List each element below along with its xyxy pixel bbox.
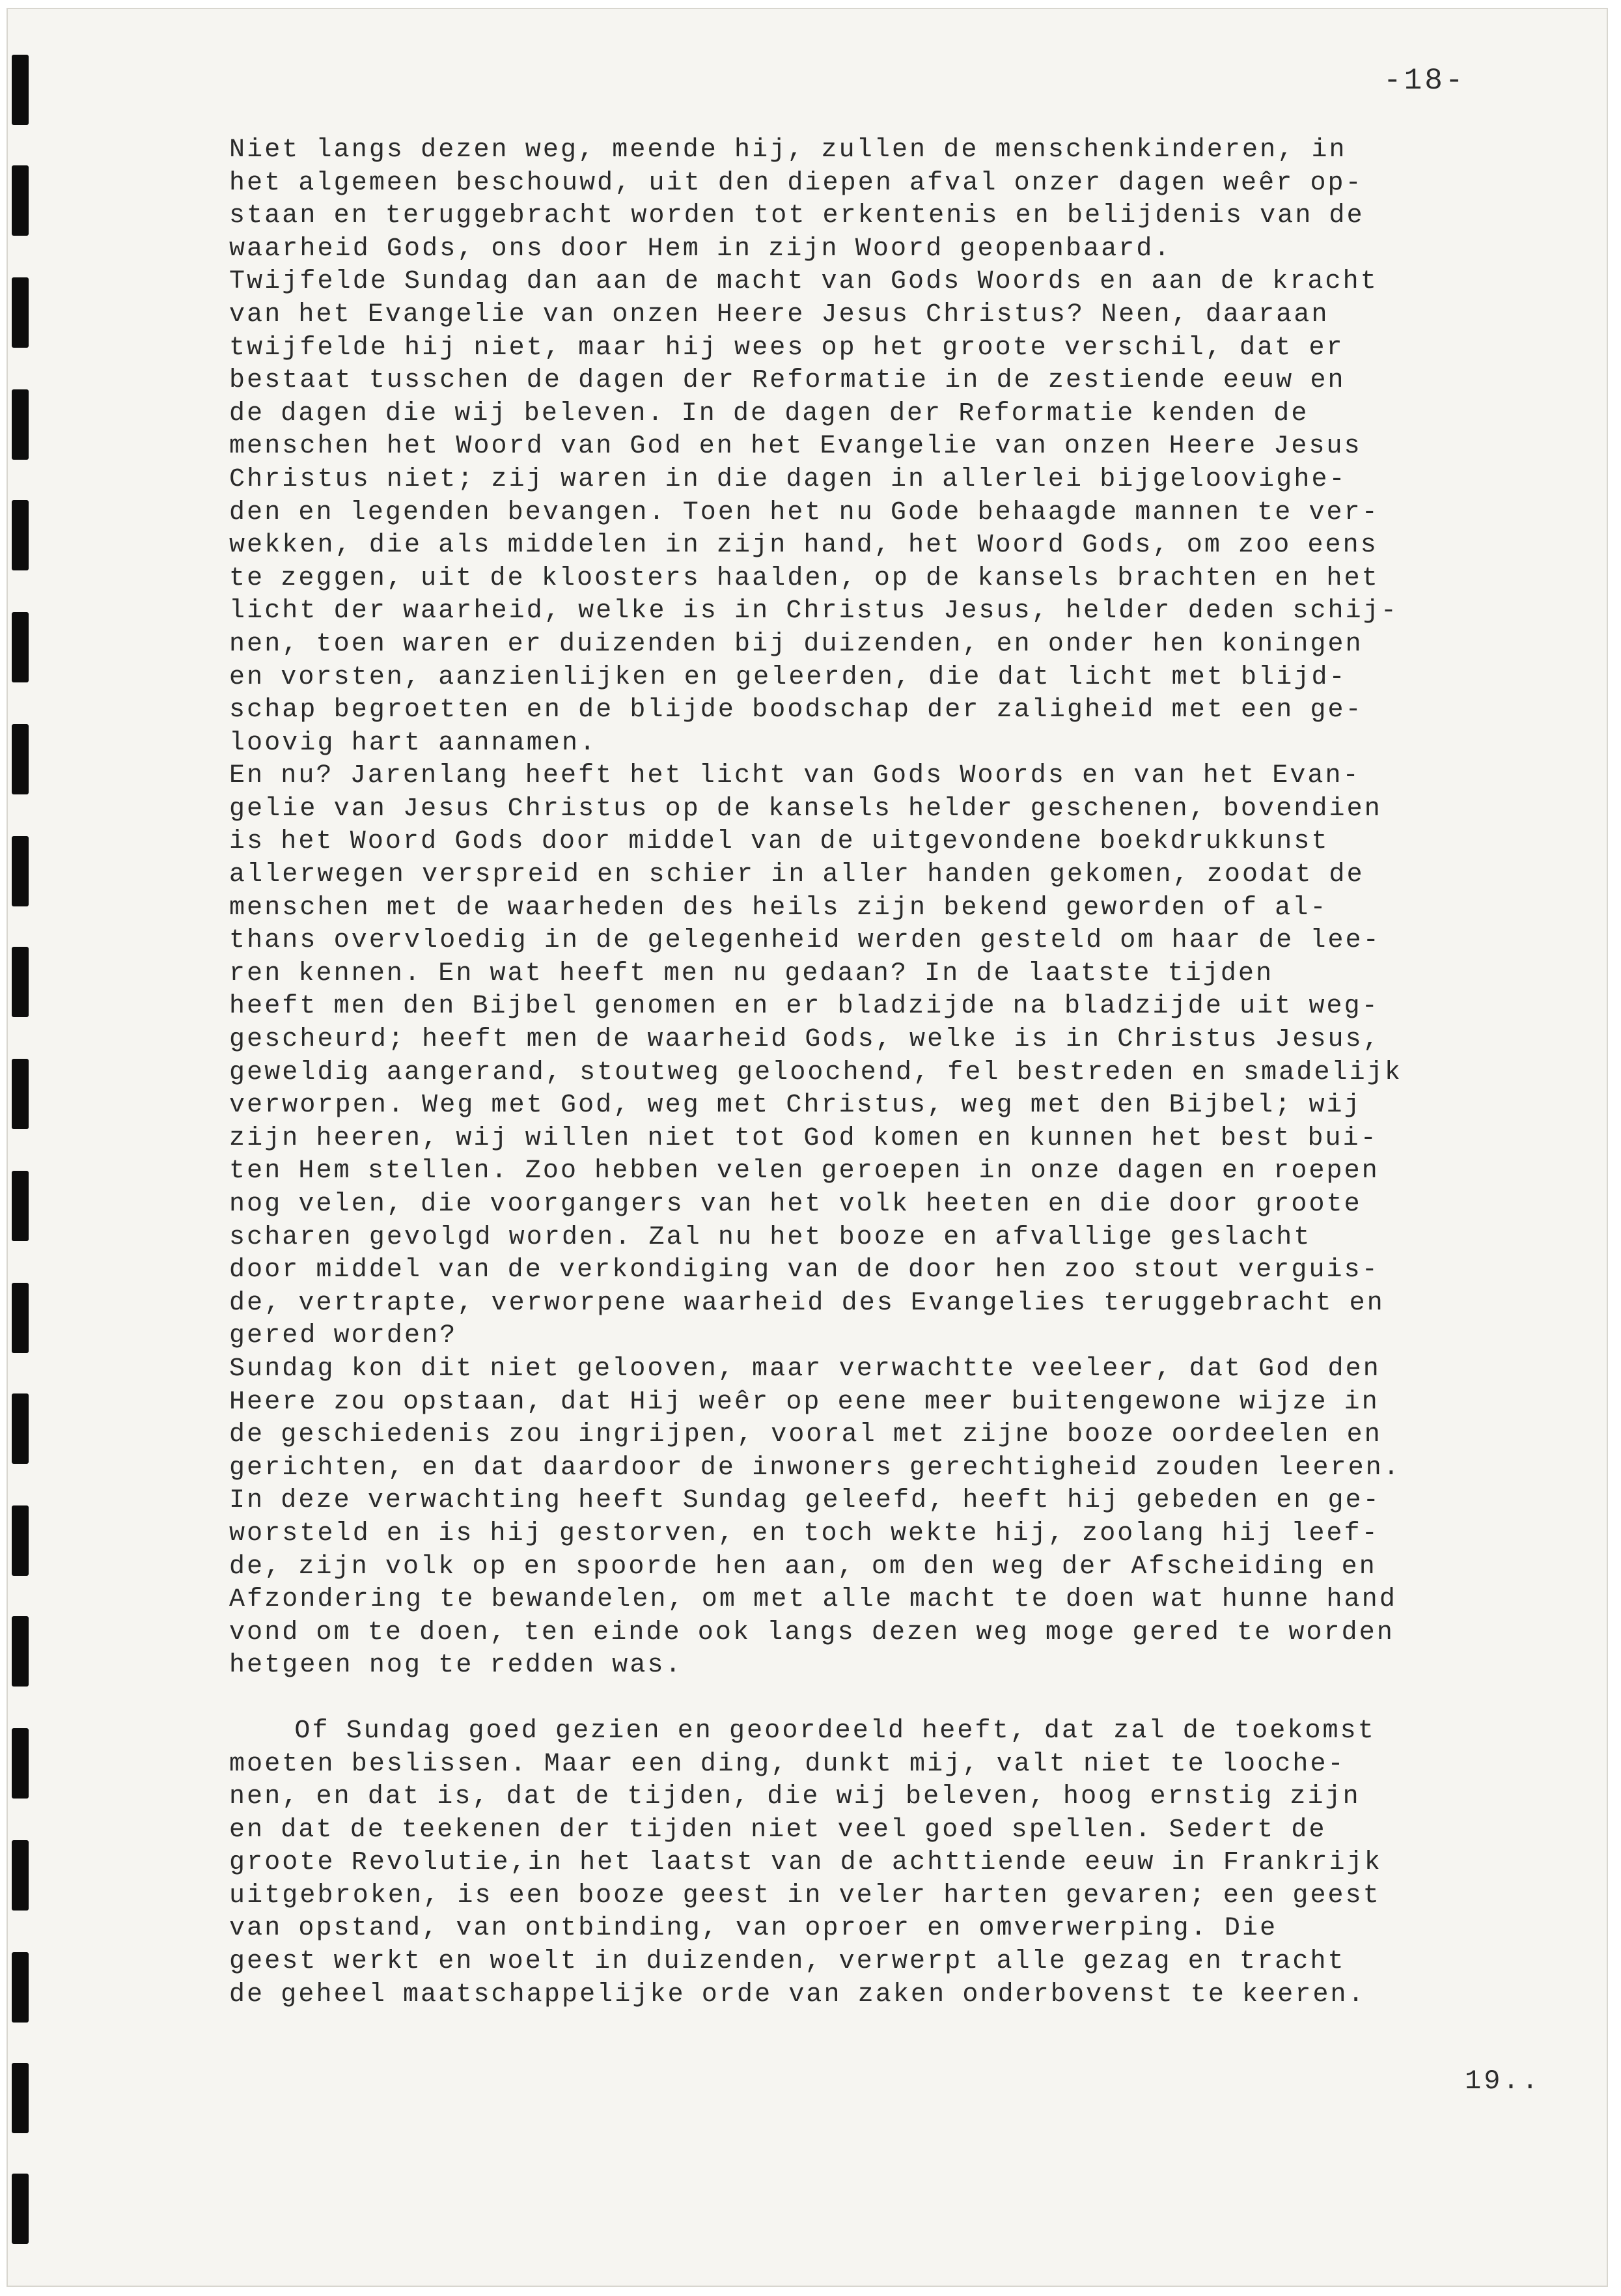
text-line: het algemeen beschouwd, uit den diepen afval onzer dagen weêr op- — [229, 168, 1363, 198]
text-line: gescheurd; heeft men de waarheid Gods, welke is in Christus Jesus, — [229, 1025, 1381, 1055]
binding-hole — [12, 1283, 29, 1353]
paragraph-gap — [229, 1683, 1583, 1715]
paragraph — [229, 134, 1583, 1683]
text-line: nen, toen waren er duizenden bij duizenden, en onder hen koningen — [229, 629, 1363, 659]
text-line: allerwegen verspreid en schier in aller handen gekomen, zoodat de — [229, 860, 1365, 890]
binding-hole — [12, 55, 29, 125]
text-line: zijn heeren, wij willen niet tot God komen en kunnen het best bui- — [229, 1123, 1378, 1153]
text-line: geest werkt en woelt in duizenden, verwerpt alle gezag en tracht — [229, 1947, 1346, 1977]
binding-hole — [12, 1393, 29, 1464]
text-line: gelie van Jesus Christus op de kansels helder geschenen, bovendien — [229, 794, 1382, 824]
text-line: en vorsten, aanzienlijken en geleerden, die dat licht met blijd- — [229, 662, 1347, 692]
text-line: Of Sundag goed gezien en geoordeeld heeft, dat zal de toekomst — [229, 1716, 1376, 1746]
text-line: ten Hem stellen. Zoo hebben velen geroepen in onze dagen en roepen — [229, 1156, 1379, 1186]
page-number: -18- — [1383, 64, 1466, 98]
binding-hole — [12, 724, 29, 794]
binding-hole — [12, 1952, 29, 2023]
binding-hole — [12, 165, 29, 236]
binding-hole — [12, 1616, 29, 1687]
text-line: worsteld en is hij gestorven, en toch wekte hij, zoolang hij leef- — [229, 1519, 1379, 1548]
text-line: Christus niet; zij waren in die dagen in allerlei bijgeloovighe- — [229, 464, 1347, 494]
text-line: licht der waarheid, welke is in Christus Jesus, helder deden schij- — [229, 596, 1398, 626]
text-line: de geheel maatschappelijke orde van zaken onderbovenst te keeren. — [229, 1980, 1366, 2009]
text-line: uitgebroken, is een booze geest in veler harten gevaren; een geest — [229, 1881, 1381, 1911]
text-line: groote Revolutie,in het laatst van de achttiende eeuw in Frankrijk — [229, 1848, 1382, 1878]
text-line: scharen gevolgd worden. Zal nu het booze en afvallige geslacht — [229, 1222, 1312, 1252]
binding-hole — [12, 2063, 29, 2133]
binding-hole — [12, 389, 29, 460]
text-line: door middel van de verkondiging van de door hen zoo stout verguis- — [229, 1255, 1379, 1285]
text-line: nog velen, die voorgangers van het volk heeten en die door groote — [229, 1190, 1362, 1219]
text-line: menschen het Woord van God en het Evangelie van onzen Heere Jesus — [229, 432, 1362, 462]
text-line: wekken, die als middelen in zijn hand, het Woord Gods, om zoo eens — [229, 531, 1378, 561]
text-line: de dagen die wij beleven. In de dagen der Reformatie kenden de — [229, 399, 1309, 428]
text-line: is het Woord Gods door middel van de uitgevondene boekdrukkunst — [229, 827, 1329, 857]
text-line: verworpen. Weg met God, weg met Christus, weg met den Bijbel; wij — [229, 1091, 1362, 1121]
text-line: Afzondering te bewandelen, om met alle macht te doen wat hunne hand — [229, 1585, 1397, 1615]
binding-hole — [12, 1505, 29, 1576]
text-line: de geschiedenis zou ingrijpen, vooral met zijne booze oordeelen en — [229, 1420, 1382, 1450]
text-line: staan en teruggebracht worden tot erkentenis en belijdenis van de — [229, 201, 1365, 231]
text-line: loovig hart aannamen. — [229, 728, 598, 758]
comb-binding — [8, 9, 47, 2286]
text-line: Niet langs dezen weg, meende hij, zullen de menschenkinderen, in — [229, 135, 1347, 165]
binding-hole — [12, 1059, 29, 1129]
text-line: waarheid Gods, ons door Hem in zijn Woord geopenbaard. — [229, 234, 1172, 264]
text-line: Heere zou opstaan, dat Hij weêr op eene meer buitengewone wijze in — [229, 1387, 1379, 1417]
binding-hole — [12, 612, 29, 682]
text-line: den en legenden bevangen. Toen het nu Gode behaagde mannen te ver- — [229, 497, 1379, 527]
text-line: heeft men den Bijbel genomen en er bladzijde na bladzijde uit weg- — [229, 992, 1379, 1022]
text-line: en dat de teekenen der tijden niet veel goed spellen. Sedert de — [229, 1815, 1327, 1845]
text-line: te zeggen, uit de kloosters haalden, op de kansels brachten en het — [229, 563, 1379, 593]
text-line: van opstand, van ontbinding, van oproer en omverwerping. Die — [229, 1914, 1278, 1944]
typescript-body — [229, 134, 1583, 2011]
binding-hole — [12, 500, 29, 570]
text-line: gerichten, en dat daardoor de inwoners gerechtigheid zouden leeren. — [229, 1453, 1401, 1483]
text-line: moeten beslissen. Maar een ding, dunkt mij, valt niet te looche- — [229, 1749, 1346, 1779]
binding-hole — [12, 277, 29, 348]
text-line: de, vertrapte, verworpene waarheid des Evangelies teruggebracht en — [229, 1288, 1385, 1318]
text-line: In deze verwachting heeft Sundag geleefd, heeft hij gebeden en ge- — [229, 1486, 1381, 1516]
text-line: geweldig aangerand, stoutweg geloochend, fel bestreden en smadelijk — [229, 1057, 1402, 1087]
binding-hole — [12, 836, 29, 906]
text-line: nen, en dat is, dat de tijden, die wij beleven, hoog ernstig zijn — [229, 1782, 1361, 1812]
text-line: vond om te doen, ten einde ook langs dezen weg moge gered te worden — [229, 1617, 1394, 1647]
text-line: bestaat tusschen de dagen der Reformatie in de zestiende eeuw en — [229, 366, 1346, 396]
binding-hole — [12, 1171, 29, 1241]
binding-hole — [12, 2174, 29, 2244]
text-line: menschen met de waarheden des heils zijn bekend geworden of al- — [229, 893, 1328, 923]
binding-hole — [12, 1728, 29, 1799]
paragraph — [229, 1715, 1583, 2011]
continuation-marker: 19.. — [1465, 2065, 1541, 2097]
text-line: ren kennen. En wat heeft men nu gedaan? In de laatste tijden — [229, 959, 1274, 988]
text-line: van het Evangelie van onzen Heere Jesus Christus? Neen, daaraan — [229, 300, 1329, 329]
binding-hole — [12, 1840, 29, 1911]
text-line: thans overvloedig in de gelegenheid werden gesteld om haar de lee- — [229, 926, 1381, 956]
text-line: En nu? Jarenlang heeft het licht van Gods Woords en van het Evan- — [229, 761, 1361, 791]
text-line: schap begroetten en de blijde boodschap der zaligheid met een ge- — [229, 695, 1363, 725]
text-line: Sundag kon dit niet gelooven, maar verwachtte veeleer, dat God den — [229, 1354, 1381, 1384]
text-line: Twijfelde Sundag dan aan de macht van Gods Woords en aan de kracht — [229, 267, 1378, 297]
text-line: de, zijn volk op en spoorde hen aan, om den weg der Afscheiding en — [229, 1552, 1377, 1582]
text-line: hetgeen nog te redden was. — [229, 1651, 683, 1681]
binding-hole — [12, 947, 29, 1017]
text-line: gered worden? — [229, 1321, 458, 1351]
text-line: twijfelde hij niet, maar hij wees op het groote verschil, dat er — [229, 333, 1344, 363]
